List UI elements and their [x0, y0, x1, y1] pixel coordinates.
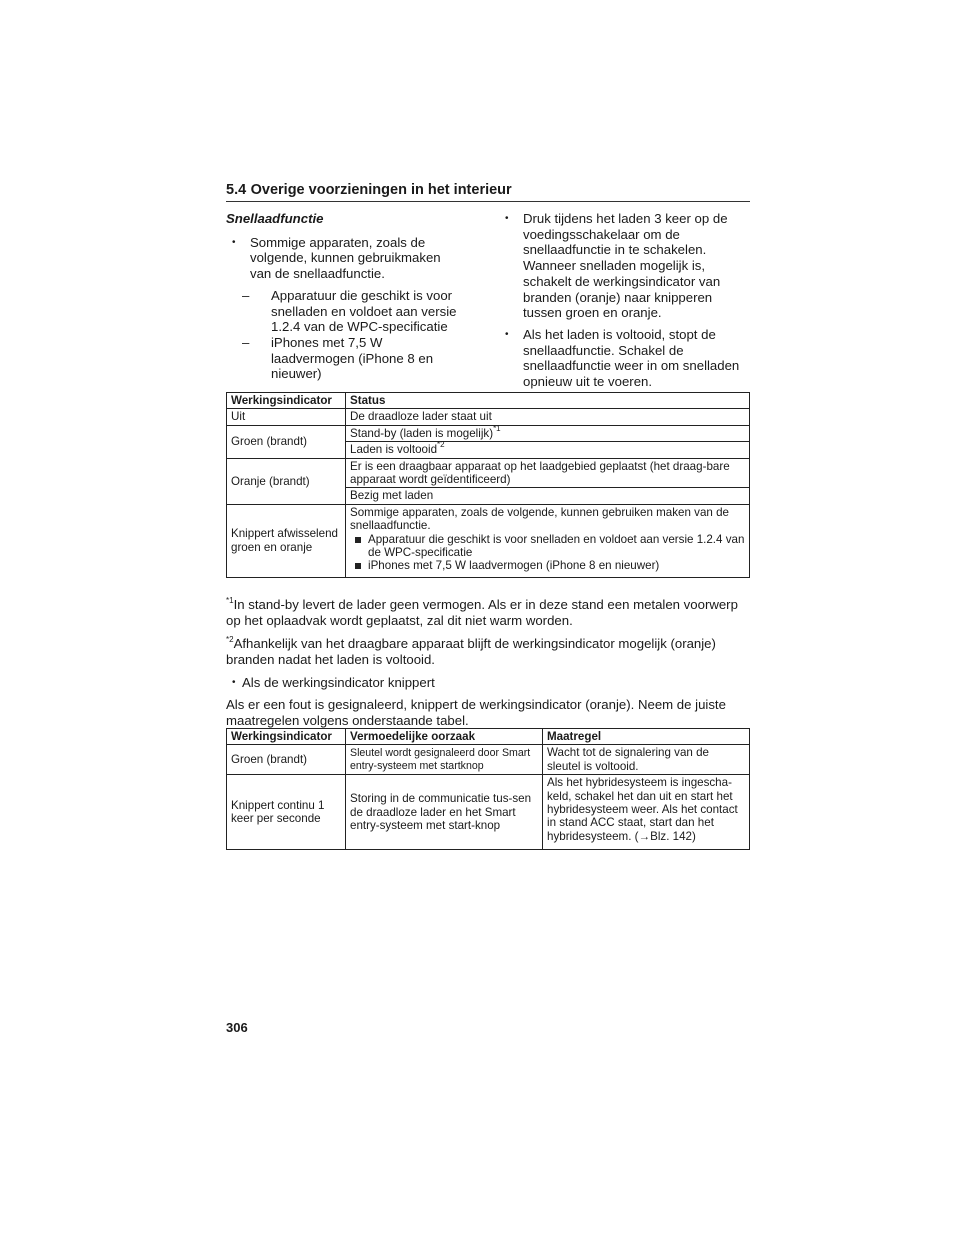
cell-indicator-flashing: Knippert afwisselend groen en oranje: [227, 504, 346, 577]
sub-item-wpc: [242, 288, 464, 335]
error-table: [226, 728, 750, 850]
footnote-2: [226, 636, 756, 668]
section-number: 5.4: [226, 182, 247, 198]
cell-action-restart: Als het hybridesysteem is ingescha-keld, schakel het dan uit en start het hybridesysteem weer. Als het contact in stand ACC staat, start dan het hybridesysteem. (→Blz. 142): [543, 775, 750, 850]
footnote-2-mark: *2: [226, 635, 234, 644]
cell-status-fast-charge: [346, 504, 750, 577]
header-status: Status: [346, 393, 750, 409]
cell-status-identified: Er is een draagbaar apparaat op het laadgebied geplaatst (het draag-bare apparaat wordt geïdentificeerd): [346, 458, 750, 488]
bullet-charge-complete: • Als het laden is voltooid, stopt de snellaadfunctie. Schakel de snellaadfunctie weer in om snelladen opnieuw uit te voeren.: [499, 327, 749, 390]
subsection-title: Snellaadfunctie: [226, 211, 324, 226]
header-action: Maatregel: [543, 729, 750, 745]
footnote-1: [226, 597, 756, 629]
status-fast-charge-intro: Sommige apparaten, zoals de volgende, kunnen gebruiken maken van de snellaadfunctie.: [350, 505, 729, 533]
cell-status-charging: Bezig met laden: [346, 488, 750, 504]
cell-indicator-orange: Oranje (brandt): [227, 458, 346, 504]
section-title: Overige voorzieningen in het interieur: [250, 182, 512, 198]
bullet-fast-charge-devices: • Sommige apparaten, zoals de volgende, kunnen gebruikmaken van de snellaadfunctie.: [226, 235, 464, 282]
dash-mark: –: [242, 334, 250, 350]
cell-cause-communication: Storing in de communicatie tus-sen de draadloze lader en het Smart entry-systeem met start-knop: [346, 775, 543, 850]
bullet-indicator-flashing: • Als de werkingsindicator knippert: [226, 675, 756, 691]
status-standby-text: Stand-by (laden is mogelijk): [350, 426, 494, 440]
cell-status-standby: [346, 425, 750, 441]
page-number: 306: [226, 1020, 248, 1035]
left-column: [226, 211, 464, 382]
list-item: iPhones met 7,5 W laadvermogen (iPhone 8 en nieuwer): [350, 559, 745, 572]
cell-action-wait: Wacht tot de signalering van de sleutel is voltooid.: [543, 745, 750, 775]
cell-indicator-flashing: Knippert continu 1 keer per seconde: [227, 775, 346, 850]
header-cause: Vermoedelijke oorzaak: [346, 729, 543, 745]
cell-cause-key: Sleutel wordt gesignaleerd door Smart entry-systeem met startknop: [346, 745, 543, 775]
header-indicator: Werkingsindicator: [227, 729, 346, 745]
list-item: Apparatuur die geschikt is voor snelladen en voldoet aan versie 1.2.4 van de WPC-specificatie: [350, 533, 745, 560]
paragraph-error: Als er een fout is gesignaleerd, knippert de werkingsindicator (oranje). Neem de juiste maatregelen volgens onderstaande tabel.: [226, 697, 726, 728]
cell-indicator-green: Groen (brandt): [227, 425, 346, 458]
sub-item-iphone-text: iPhones met 7,5 W laadvermogen (iPhone 8 en nieuwer): [271, 334, 434, 382]
cell-indicator-green: Groen (brandt): [227, 745, 346, 775]
sub-item-iphone: [242, 335, 464, 382]
sub-item-wpc-text: Apparatuur die geschikt is voor snelladen en voldoet aan versie 1.2.4 van de WPC-specificatie: [271, 287, 457, 335]
dash-mark: –: [242, 287, 250, 303]
footnote-1-mark: *1: [226, 596, 234, 605]
section-header: [226, 181, 750, 202]
header-indicator: Werkingsindicator: [227, 393, 346, 409]
footnote-1-text: In stand-by levert de lader geen vermogen. Als er in deze stand een metalen voorwerp op het oplaadvak wordt geplaatst, zal dit niet warm worden.: [226, 597, 738, 628]
cell-indicator-off: Uit: [227, 409, 346, 425]
right-column: [499, 211, 749, 396]
status-table: [226, 392, 750, 578]
cell-status-off: De draadloze lader staat uit: [346, 409, 750, 425]
bullet-enable-fast-charge: • Druk tijdens het laden 3 keer op de voedingsschakelaar om de snellaadfunctie in te schakelen. Wanneer snelladen mogelijk is, schakelt de werkingsindicator van branden (oranje) naar knipperen tussen groen en oranje.: [499, 211, 749, 321]
footnote-ref-2: *2: [437, 440, 445, 450]
cell-status-complete: [346, 442, 750, 458]
footnote-ref-1: *1: [493, 423, 501, 433]
footnotes: [226, 597, 756, 736]
status-complete-text: Laden is voltooid: [350, 443, 438, 457]
footnote-2-text: Afhankelijk van het draagbare apparaat blijft de werkingsindicator mogelijk (oranje) branden nadat het laden is voltooid.: [226, 636, 716, 667]
